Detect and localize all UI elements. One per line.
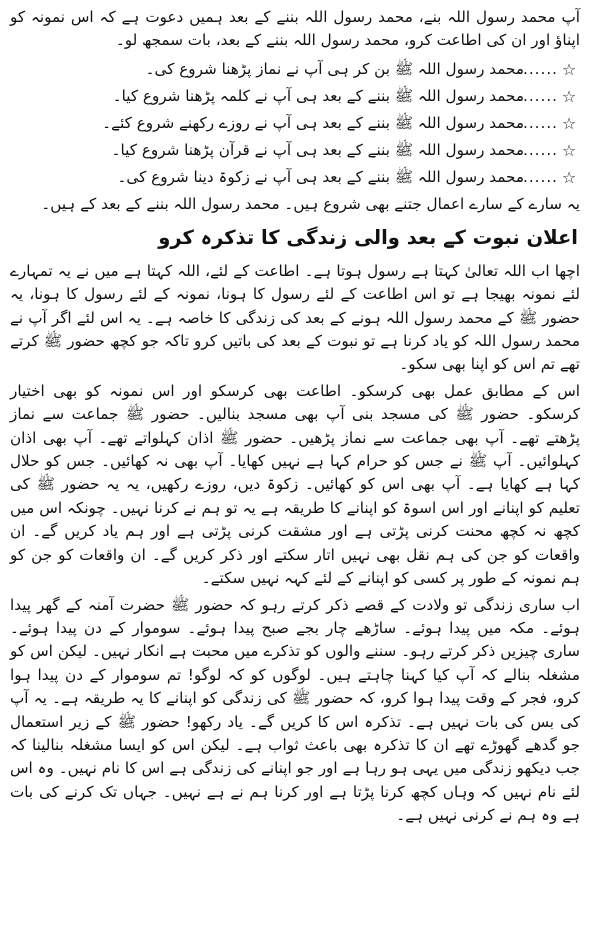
star-bullet-icon: ☆ <box>561 59 577 79</box>
list-item-text: محمد رسول اللہ ﷺ بننے کے بعد ہی آپ نے روزے رکھنے شروع کئے۔ <box>102 113 524 132</box>
star-bullet-icon: ☆ <box>561 167 577 187</box>
body-paragraph-1: اچھا اب اللہ تعالیٰ کہتا ہے رسول ہوتا ہے۔ اطاعت کے لئے، اللہ کہتا ہے میں نے یہ تمہارے لئے نمونہ بھیجا ہے تو اس اطاعت کے لئے رسول کا ہونا، نمونہ کے لئے رسول کا ہونا، یہ حضور ﷺ کے محمد رسول اللہ ہونے کے بعد کی زندگی کا خاصہ ہے۔ یہ اس لئے اگر آپ نے محمد رسول اللہ کو یاد کرنا ہے تو نبوت کے بعد کی باتیں کرو تاکہ جو کچھ حضور ﷺ کرتے تھے تم اس کو اپنا بھی سکو۔ <box>10 261 580 374</box>
milestone-list <box>10 56 580 191</box>
list-item <box>10 56 580 83</box>
list-item <box>10 110 580 137</box>
leader-dots: ....... <box>517 86 558 105</box>
intro-paragraph: آپ محمد رسول اللہ بنے، محمد رسول اللہ بننے کے بعد ہمیں دعوت ہے کہ اس نمونہ کو اپناؤ اور ان کی اطاعت کرو، محمد رسول اللہ بننے کے بعد، بات سمجھ لو۔ <box>10 8 580 50</box>
section-heading: اعلان نبوت کے بعد والی زندگی کا تذکرہ کرو <box>158 225 578 249</box>
star-bullet-icon: ☆ <box>561 113 577 133</box>
list-item-text: محمد رسول اللہ ﷺ بننے کے بعد ہی آپ نے زکوۃ دینا شروع کی۔ <box>117 167 524 186</box>
list-item <box>10 164 580 191</box>
list-item-text: محمد رسول اللہ ﷺ بننے کے بعد ہی آپ نے کلمہ پڑھنا شروع کیا۔ <box>112 86 524 105</box>
list-item-text: محمد رسول اللہ ﷺ بن کر ہی آپ نے نماز پڑھنا شروع کی۔ <box>145 59 524 78</box>
list-item-text: محمد رسول اللہ ﷺ بننے کے بعد ہی آپ نے قرآن پڑھنا شروع کیا۔ <box>111 140 524 159</box>
leader-dots: ....... <box>517 59 558 78</box>
leader-dots: ....... <box>517 140 558 159</box>
leader-dots: ....... <box>517 167 558 186</box>
body-paragraph-2: اس کے مطابق عمل بھی کرسکو۔ اطاعت بھی کرسکو اور اس نمونہ کو بھی اختیار کرسکو۔ حضور ﷺ کی مسجد بنی آپ بھی مسجد بنالیں۔ حضور ﷺ جماعت سے نماز پڑھتے تھے۔ آپ بھی جماعت سے نماز پڑھیں۔ حضور ﷺ اذان کہلواتے تھے۔ آپ بھی اذان کہلوائیں۔ آپ ﷺ نے جس کو حرام کہا ہے نہیں کھایا۔ آپ بھی نہ کھائیں۔ جس کو حلال کہا ہے کھایا ہے۔ آپ بھی اس کو کھائیں۔ زکوۃ دیں، روزے رکھیں، یہ یہ حضور ﷺ کی تعلیم کو اپنانے اور اس اسوۃ کو اپنانے کا طریقہ ہے یہ تو ہم نے کرنا نہیں۔ چونکہ اس میں کچھ نہ کچھ محنت کرنی پڑتی ہے اور مشقت کرنی پڑتی ہے اور ہم یاد کریں گے۔ ان واقعات کو جن کی ہم نقل بھی نہیں اتار سکتے اور ذکر کریں گے۔ ان واقعات کو جن کو ہم نمونہ کے طور پر کسی کو اپنانے کے لئے کہہ نہیں سکتے۔ <box>10 381 580 588</box>
list-item <box>10 83 580 110</box>
leader-dots: ....... <box>517 113 558 132</box>
star-bullet-icon: ☆ <box>561 140 577 160</box>
list-item <box>10 137 580 164</box>
star-bullet-icon: ☆ <box>561 86 577 106</box>
closing-line: یہ سارے کے سارے اعمال جتنے بھی شروع ہیں۔ محمد رسول اللہ بننے کے بعد کے ہیں۔ <box>41 194 580 213</box>
body-paragraph-3: اب ساری زندگی تو ولادت کے قصے ذکر کرتے رہو کہ حضور ﷺ حضرت آمنہ کے گھر پیدا ہوئے۔ مکہ میں پیدا ہوئے۔ ساڑھے چار بجے صبح پیدا ہوئے۔ سوموار کے دن پیدا ہوئے۔ ساری چیزیں ذکر کرتے رہو۔ سننے والوں کو تذکرے میں محبت ہے انکار نہیں۔ لیکن اس کو مشغلہ بنالے کہ آپ کیا کہنا چاہتے ہیں۔ لوگوں کو کہ لوگو! تم سوموار کے دن پیدا ہوا کرو، فجر کے وقت پیدا ہوا کرو، کہ حضور ﷺ کی زندگی کو اپنانے کا یہ طریقہ ہے۔ یہ آپ کی بس کی بات نہیں ہے۔ تذکرہ اس کا کریں گے۔ یاد رکھو! حضور ﷺ کے زیر استعمال جو گدھے گھوڑے تھے ان کا تذکرہ بھی باعث ثواب ہے۔ لیکن اس کو ایسا مشغلہ بنالینا کہ جب دیکھو زندگی میں یہی ہو رہا ہے اور جو اپنانے کی زندگی ہے اس کا نام نہیں۔ وہ اس لئے نام نہیں کہ وہاں کچھ کرنا پڑتا ہے اور کرنا ہم نے ہے نہیں۔ جہاں تک کرنے کی بات ہے وہ ہم نے کرنی نہیں ہے۔ <box>10 595 580 825</box>
